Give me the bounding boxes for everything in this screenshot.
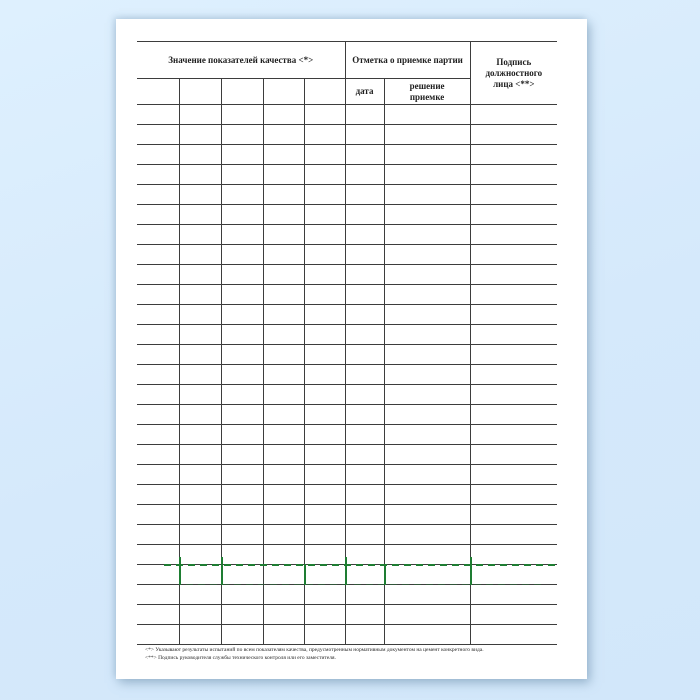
empty-cell: [179, 305, 221, 325]
empty-cell: [221, 405, 263, 425]
table-row: [137, 185, 557, 205]
empty-cell: [179, 365, 221, 385]
table-row: [137, 365, 557, 385]
empty-cell: [137, 565, 179, 585]
empty-cell: [263, 225, 304, 245]
empty-cell: [221, 465, 263, 485]
empty-cell: [179, 445, 221, 465]
empty-cell: [384, 225, 470, 245]
empty-cell: [304, 185, 345, 205]
table-row: [137, 345, 557, 365]
empty-cell: [263, 205, 304, 225]
empty-cell: [179, 225, 221, 245]
annotation-dashed-line-faint: [186, 584, 546, 585]
empty-cell: [384, 505, 470, 525]
empty-cell: [263, 345, 304, 365]
empty-cell: [470, 425, 557, 445]
annotation-tick: [179, 557, 181, 585]
empty-cell: [384, 385, 470, 405]
empty-cell: [179, 385, 221, 405]
empty-cell: [263, 145, 304, 165]
empty-cell: [221, 545, 263, 565]
table-row: [137, 505, 557, 525]
empty-cell: [384, 305, 470, 325]
empty-cell: [345, 265, 384, 285]
empty-cell: [137, 265, 179, 285]
empty-cell: [221, 605, 263, 625]
empty-cell: [470, 565, 557, 585]
empty-cell: [221, 285, 263, 305]
empty-cell: [384, 105, 470, 125]
empty-cell: [263, 465, 304, 485]
empty-cell: [179, 485, 221, 505]
empty-cell: [304, 425, 345, 445]
empty-cell: [345, 445, 384, 465]
empty-cell: [263, 185, 304, 205]
empty-cell: [137, 365, 179, 385]
empty-cell: [345, 345, 384, 365]
empty-cell: [304, 545, 345, 565]
empty-cell: [263, 525, 304, 545]
empty-cell: [179, 165, 221, 185]
empty-cell: [345, 365, 384, 385]
header-decision: [384, 79, 470, 105]
empty-cell: [263, 365, 304, 385]
empty-cell: [470, 465, 557, 485]
empty-cell: [384, 465, 470, 485]
empty-cell: [384, 265, 470, 285]
table-row: [137, 565, 557, 585]
table-row: [137, 285, 557, 305]
empty-cell: [384, 145, 470, 165]
footnote-2: <**> Подпись руководителя службы технического контроля или его заместителя.: [145, 655, 336, 661]
empty-cell: [384, 365, 470, 385]
empty-cell: [137, 165, 179, 185]
empty-cell: [304, 285, 345, 305]
empty-cell: [179, 605, 221, 625]
table-row: [137, 325, 557, 345]
empty-cell: [470, 505, 557, 525]
empty-cell: [384, 285, 470, 305]
empty-cell: [304, 365, 345, 385]
document-page: [116, 19, 587, 679]
annotation-tick: [304, 564, 306, 585]
empty-cell: [345, 325, 384, 345]
empty-cell: [345, 125, 384, 145]
empty-cell: [304, 465, 345, 485]
empty-subheader-cell: [137, 79, 179, 105]
empty-cell: [470, 225, 557, 245]
signature-line-3: лица <**>: [493, 78, 535, 89]
empty-cell: [221, 365, 263, 385]
empty-cell: [137, 465, 179, 485]
empty-cell: [304, 505, 345, 525]
empty-cell: [345, 585, 384, 605]
empty-cell: [304, 585, 345, 605]
table-row: [137, 585, 557, 605]
empty-cell: [137, 285, 179, 305]
table-row: [137, 245, 557, 265]
empty-cell: [263, 445, 304, 465]
empty-cell: [137, 225, 179, 245]
table-row: [137, 385, 557, 405]
empty-cell: [263, 545, 304, 565]
empty-cell: [221, 625, 263, 645]
empty-cell: [263, 505, 304, 525]
empty-cell: [221, 165, 263, 185]
empty-cell: [179, 545, 221, 565]
empty-cell: [384, 325, 470, 345]
empty-cell: [345, 145, 384, 165]
annotation-tick: [345, 557, 347, 585]
empty-cell: [137, 505, 179, 525]
empty-cell: [345, 505, 384, 525]
footnote-1: <*> Указывают результаты испытаний по всем показателям качества, предусмотренным нормативным документом на цемент конкретного вида.: [145, 647, 484, 653]
empty-cell: [221, 145, 263, 165]
empty-cell: [137, 105, 179, 125]
empty-cell: [137, 625, 179, 645]
empty-cell: [137, 145, 179, 165]
empty-cell: [263, 285, 304, 305]
empty-cell: [179, 285, 221, 305]
empty-cell: [345, 485, 384, 505]
table-row: [137, 305, 557, 325]
empty-cell: [221, 525, 263, 545]
empty-subheader-cell: [179, 79, 221, 105]
empty-cell: [304, 265, 345, 285]
empty-cell: [345, 385, 384, 405]
empty-cell: [179, 405, 221, 425]
empty-cell: [137, 345, 179, 365]
empty-cell: [179, 565, 221, 585]
empty-cell: [384, 565, 470, 585]
empty-cell: [345, 205, 384, 225]
empty-cell: [304, 405, 345, 425]
empty-cell: [137, 545, 179, 565]
empty-subheader-cell: [304, 79, 345, 105]
empty-cell: [304, 105, 345, 125]
empty-cell: [470, 625, 557, 645]
empty-cell: [263, 165, 304, 185]
empty-cell: [470, 105, 557, 125]
empty-cell: [470, 585, 557, 605]
table-row: [137, 405, 557, 425]
empty-cell: [263, 585, 304, 605]
empty-cell: [137, 125, 179, 145]
empty-cell: [384, 425, 470, 445]
empty-cell: [304, 245, 345, 265]
empty-cell: [384, 165, 470, 185]
empty-cell: [221, 305, 263, 325]
empty-cell: [384, 445, 470, 465]
empty-cell: [470, 445, 557, 465]
empty-cell: [470, 285, 557, 305]
empty-cell: [179, 325, 221, 345]
empty-cell: [345, 465, 384, 485]
empty-cell: [384, 545, 470, 565]
empty-cell: [384, 585, 470, 605]
empty-cell: [384, 205, 470, 225]
signature-line-2: должностного: [485, 67, 543, 78]
empty-cell: [345, 165, 384, 185]
empty-cell: [137, 245, 179, 265]
empty-cell: [263, 625, 304, 645]
table-row: [137, 625, 557, 645]
empty-cell: [470, 385, 557, 405]
empty-cell: [470, 305, 557, 325]
empty-cell: [221, 485, 263, 505]
empty-cell: [345, 425, 384, 445]
empty-cell: [304, 225, 345, 245]
empty-cell: [304, 345, 345, 365]
empty-cell: [137, 405, 179, 425]
empty-cell: [221, 425, 263, 445]
table-row: [137, 605, 557, 625]
empty-cell: [345, 545, 384, 565]
empty-cell: [345, 105, 384, 125]
empty-cell: [221, 205, 263, 225]
empty-cell: [384, 405, 470, 425]
empty-cell: [470, 265, 557, 285]
empty-cell: [221, 125, 263, 145]
empty-cell: [137, 425, 179, 445]
empty-cell: [470, 485, 557, 505]
empty-cell: [179, 345, 221, 365]
empty-cell: [470, 165, 557, 185]
table-row: [137, 545, 557, 565]
empty-cell: [470, 325, 557, 345]
empty-cell: [345, 405, 384, 425]
empty-cell: [179, 585, 221, 605]
empty-cell: [221, 325, 263, 345]
decision-line-1: решение: [409, 80, 445, 91]
empty-cell: [221, 345, 263, 365]
empty-cell: [263, 245, 304, 265]
empty-cell: [345, 625, 384, 645]
empty-cell: [384, 485, 470, 505]
empty-cell: [384, 245, 470, 265]
empty-cell: [384, 625, 470, 645]
empty-cell: [221, 245, 263, 265]
empty-cell: [470, 365, 557, 385]
empty-cell: [179, 265, 221, 285]
empty-cell: [221, 225, 263, 245]
empty-cell: [384, 345, 470, 365]
empty-cell: [384, 125, 470, 145]
footnotes: [145, 646, 575, 662]
empty-cell: [345, 305, 384, 325]
empty-cell: [137, 185, 179, 205]
empty-cell: [470, 345, 557, 365]
empty-cell: [304, 445, 345, 465]
empty-cell: [179, 625, 221, 645]
annotation-tick: [470, 557, 472, 585]
table-row: [137, 205, 557, 225]
empty-cell: [263, 565, 304, 585]
empty-cell: [470, 185, 557, 205]
empty-cell: [384, 605, 470, 625]
empty-cell: [263, 405, 304, 425]
empty-cell: [263, 605, 304, 625]
empty-cell: [345, 225, 384, 245]
empty-cell: [137, 445, 179, 465]
empty-cell: [470, 545, 557, 565]
empty-cell: [179, 205, 221, 225]
header-date: дата: [345, 79, 384, 105]
empty-cell: [470, 405, 557, 425]
empty-cell: [304, 565, 345, 585]
empty-cell: [263, 125, 304, 145]
empty-cell: [345, 565, 384, 585]
empty-cell: [470, 525, 557, 545]
empty-cell: [221, 185, 263, 205]
empty-cell: [345, 185, 384, 205]
empty-cell: [263, 385, 304, 405]
empty-cell: [221, 565, 263, 585]
empty-cell: [137, 205, 179, 225]
header-official-signature: [470, 42, 557, 105]
table-row: [137, 145, 557, 165]
signature-line-1: Подпись: [496, 56, 532, 67]
empty-cell: [179, 105, 221, 125]
header-quality-values: Значение показателей качества <*>: [137, 42, 345, 79]
empty-cell: [263, 105, 304, 125]
empty-cell: [179, 505, 221, 525]
empty-cell: [179, 185, 221, 205]
empty-cell: [221, 585, 263, 605]
empty-cell: [470, 125, 557, 145]
empty-cell: [179, 425, 221, 445]
empty-cell: [263, 325, 304, 345]
decision-line-2: приемке: [409, 91, 445, 102]
empty-cell: [304, 145, 345, 165]
empty-cell: [304, 625, 345, 645]
empty-cell: [304, 525, 345, 545]
table-row: [137, 465, 557, 485]
empty-cell: [345, 605, 384, 625]
empty-cell: [221, 385, 263, 405]
empty-cell: [137, 385, 179, 405]
empty-cell: [221, 265, 263, 285]
empty-cell: [263, 305, 304, 325]
empty-cell: [304, 165, 345, 185]
empty-cell: [304, 385, 345, 405]
empty-cell: [345, 285, 384, 305]
annotation-tick: [221, 557, 223, 585]
empty-cell: [470, 605, 557, 625]
table-row: [137, 105, 557, 125]
table-row: [137, 225, 557, 245]
table-row: [137, 485, 557, 505]
empty-subheader-cell: [221, 79, 263, 105]
empty-cell: [470, 145, 557, 165]
table-row: [137, 425, 557, 445]
empty-cell: [345, 525, 384, 545]
empty-cell: [263, 425, 304, 445]
table-row: [137, 165, 557, 185]
empty-cell: [137, 605, 179, 625]
empty-cell: [179, 245, 221, 265]
table-row: [137, 445, 557, 465]
empty-subheader-cell: [263, 79, 304, 105]
empty-cell: [304, 205, 345, 225]
empty-cell: [179, 145, 221, 165]
empty-cell: [179, 125, 221, 145]
empty-cell: [137, 325, 179, 345]
empty-cell: [345, 245, 384, 265]
table-row: [137, 525, 557, 545]
empty-cell: [137, 485, 179, 505]
empty-cell: [384, 185, 470, 205]
empty-cell: [304, 125, 345, 145]
empty-cell: [263, 265, 304, 285]
empty-cell: [137, 585, 179, 605]
empty-cell: [384, 525, 470, 545]
empty-cell: [221, 505, 263, 525]
empty-cell: [470, 205, 557, 225]
empty-cell: [179, 525, 221, 545]
header-acceptance-mark: Отметка о приемке партии: [345, 42, 470, 79]
empty-cell: [179, 465, 221, 485]
table-row: [137, 125, 557, 145]
empty-cell: [304, 305, 345, 325]
empty-cell: [304, 485, 345, 505]
empty-cell: [137, 525, 179, 545]
empty-cell: [263, 485, 304, 505]
header-row-1: [137, 42, 557, 79]
annotation-tick: [384, 564, 386, 585]
empty-cell: [470, 245, 557, 265]
empty-cell: [221, 105, 263, 125]
empty-cell: [304, 325, 345, 345]
empty-cell: [137, 305, 179, 325]
quality-journal-table: [137, 41, 557, 645]
table-row: [137, 265, 557, 285]
empty-cell: [304, 605, 345, 625]
empty-cell: [221, 445, 263, 465]
